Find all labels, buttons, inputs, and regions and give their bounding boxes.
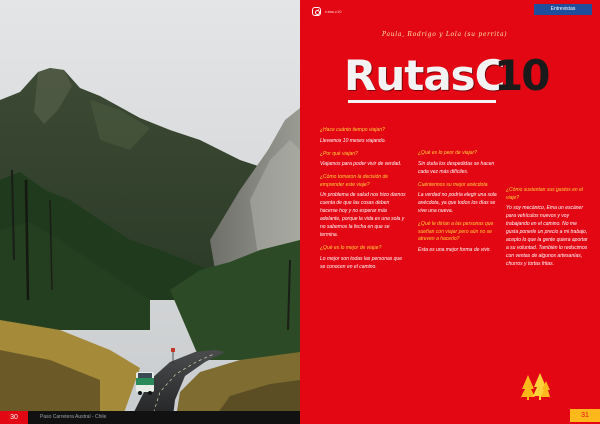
qa-item xyxy=(320,174,406,239)
qa-item xyxy=(320,245,406,271)
question: ¿Hace cuánto tiempo viajan? xyxy=(320,127,385,133)
answer: Esta es una mejor forma de vivir. xyxy=(418,246,491,253)
question: ¿Qué le dirían a las personas que sueñan con viajar pero aún no se atreven a hacerlo? xyxy=(418,221,494,242)
pine-trees-icon xyxy=(520,371,550,401)
answer: Yo soy mecánico, Ema un escáner para vehículos nuevos y voy trabajando en el camino. No me gusta ponerle un precio a mi trabajo, acepto lo que la gente quiera aportar a su voluntad. También lo reducimos con ventas de algunos artesanías, churros y tortas fritas. xyxy=(506,205,588,267)
page-number-left: 30 xyxy=(0,411,28,424)
qa-item xyxy=(320,151,406,169)
title-number: 10 xyxy=(494,51,549,100)
qa-item xyxy=(418,150,504,176)
qa-column-1 xyxy=(320,127,406,277)
answer: Sin duda los despedidas se hacen cada vez más difíciles. xyxy=(418,160,495,175)
qa-item xyxy=(418,221,504,254)
answer: Lo mejor son todas las personas que se conocen en el camino. xyxy=(320,255,402,270)
footer-caption: Paso Carretera Austral - Chile xyxy=(40,414,107,420)
dedication-line: Paula, Rodrigo y Lola (su perrita) xyxy=(382,31,508,38)
question: ¿Cómo sustentan sus gastos en el viaje? xyxy=(506,187,583,201)
answer: Un problema de salud nos hizo darnos cuenta de que las cosas deben hacerse hoy y no esperar más adelante, porque la vida es una sola y no sabemos la fecha en que se termina. xyxy=(320,192,406,238)
instagram-icon xyxy=(312,7,321,16)
question: ¿Qué es lo mejor de viajar? xyxy=(320,245,382,251)
page-number-right: 31 xyxy=(570,409,600,422)
title-logo xyxy=(344,50,564,110)
title-word: RutasC xyxy=(344,51,505,100)
handle-text: rutas.c10 xyxy=(325,9,342,14)
qa-item xyxy=(320,127,406,145)
answer: Llevamos 10 meses viajando. xyxy=(320,137,386,144)
question: ¿Qué es lo peor de viajar? xyxy=(418,150,477,156)
question: ¿Cómo tomaron la decisión de emprender este viaje? xyxy=(320,174,389,188)
answer: Viajamos para poder vivir de verdad. xyxy=(320,161,402,167)
question: Cuéntennos su mejor anécdota xyxy=(418,181,488,188)
answer: La verdad no podría elegir una sola anécdota, ya que todos los días se vive una nueva. xyxy=(418,192,497,214)
right-page xyxy=(300,0,600,424)
social-handle[interactable] xyxy=(312,7,341,16)
qa-item xyxy=(418,182,504,216)
qa-item xyxy=(506,187,590,268)
qa-column-3 xyxy=(506,187,590,274)
section-tab: Entrevistas xyxy=(534,4,592,15)
question: ¿Por qué viajan? xyxy=(320,150,358,157)
qa-column-2 xyxy=(418,150,504,260)
title-underline xyxy=(348,100,496,103)
